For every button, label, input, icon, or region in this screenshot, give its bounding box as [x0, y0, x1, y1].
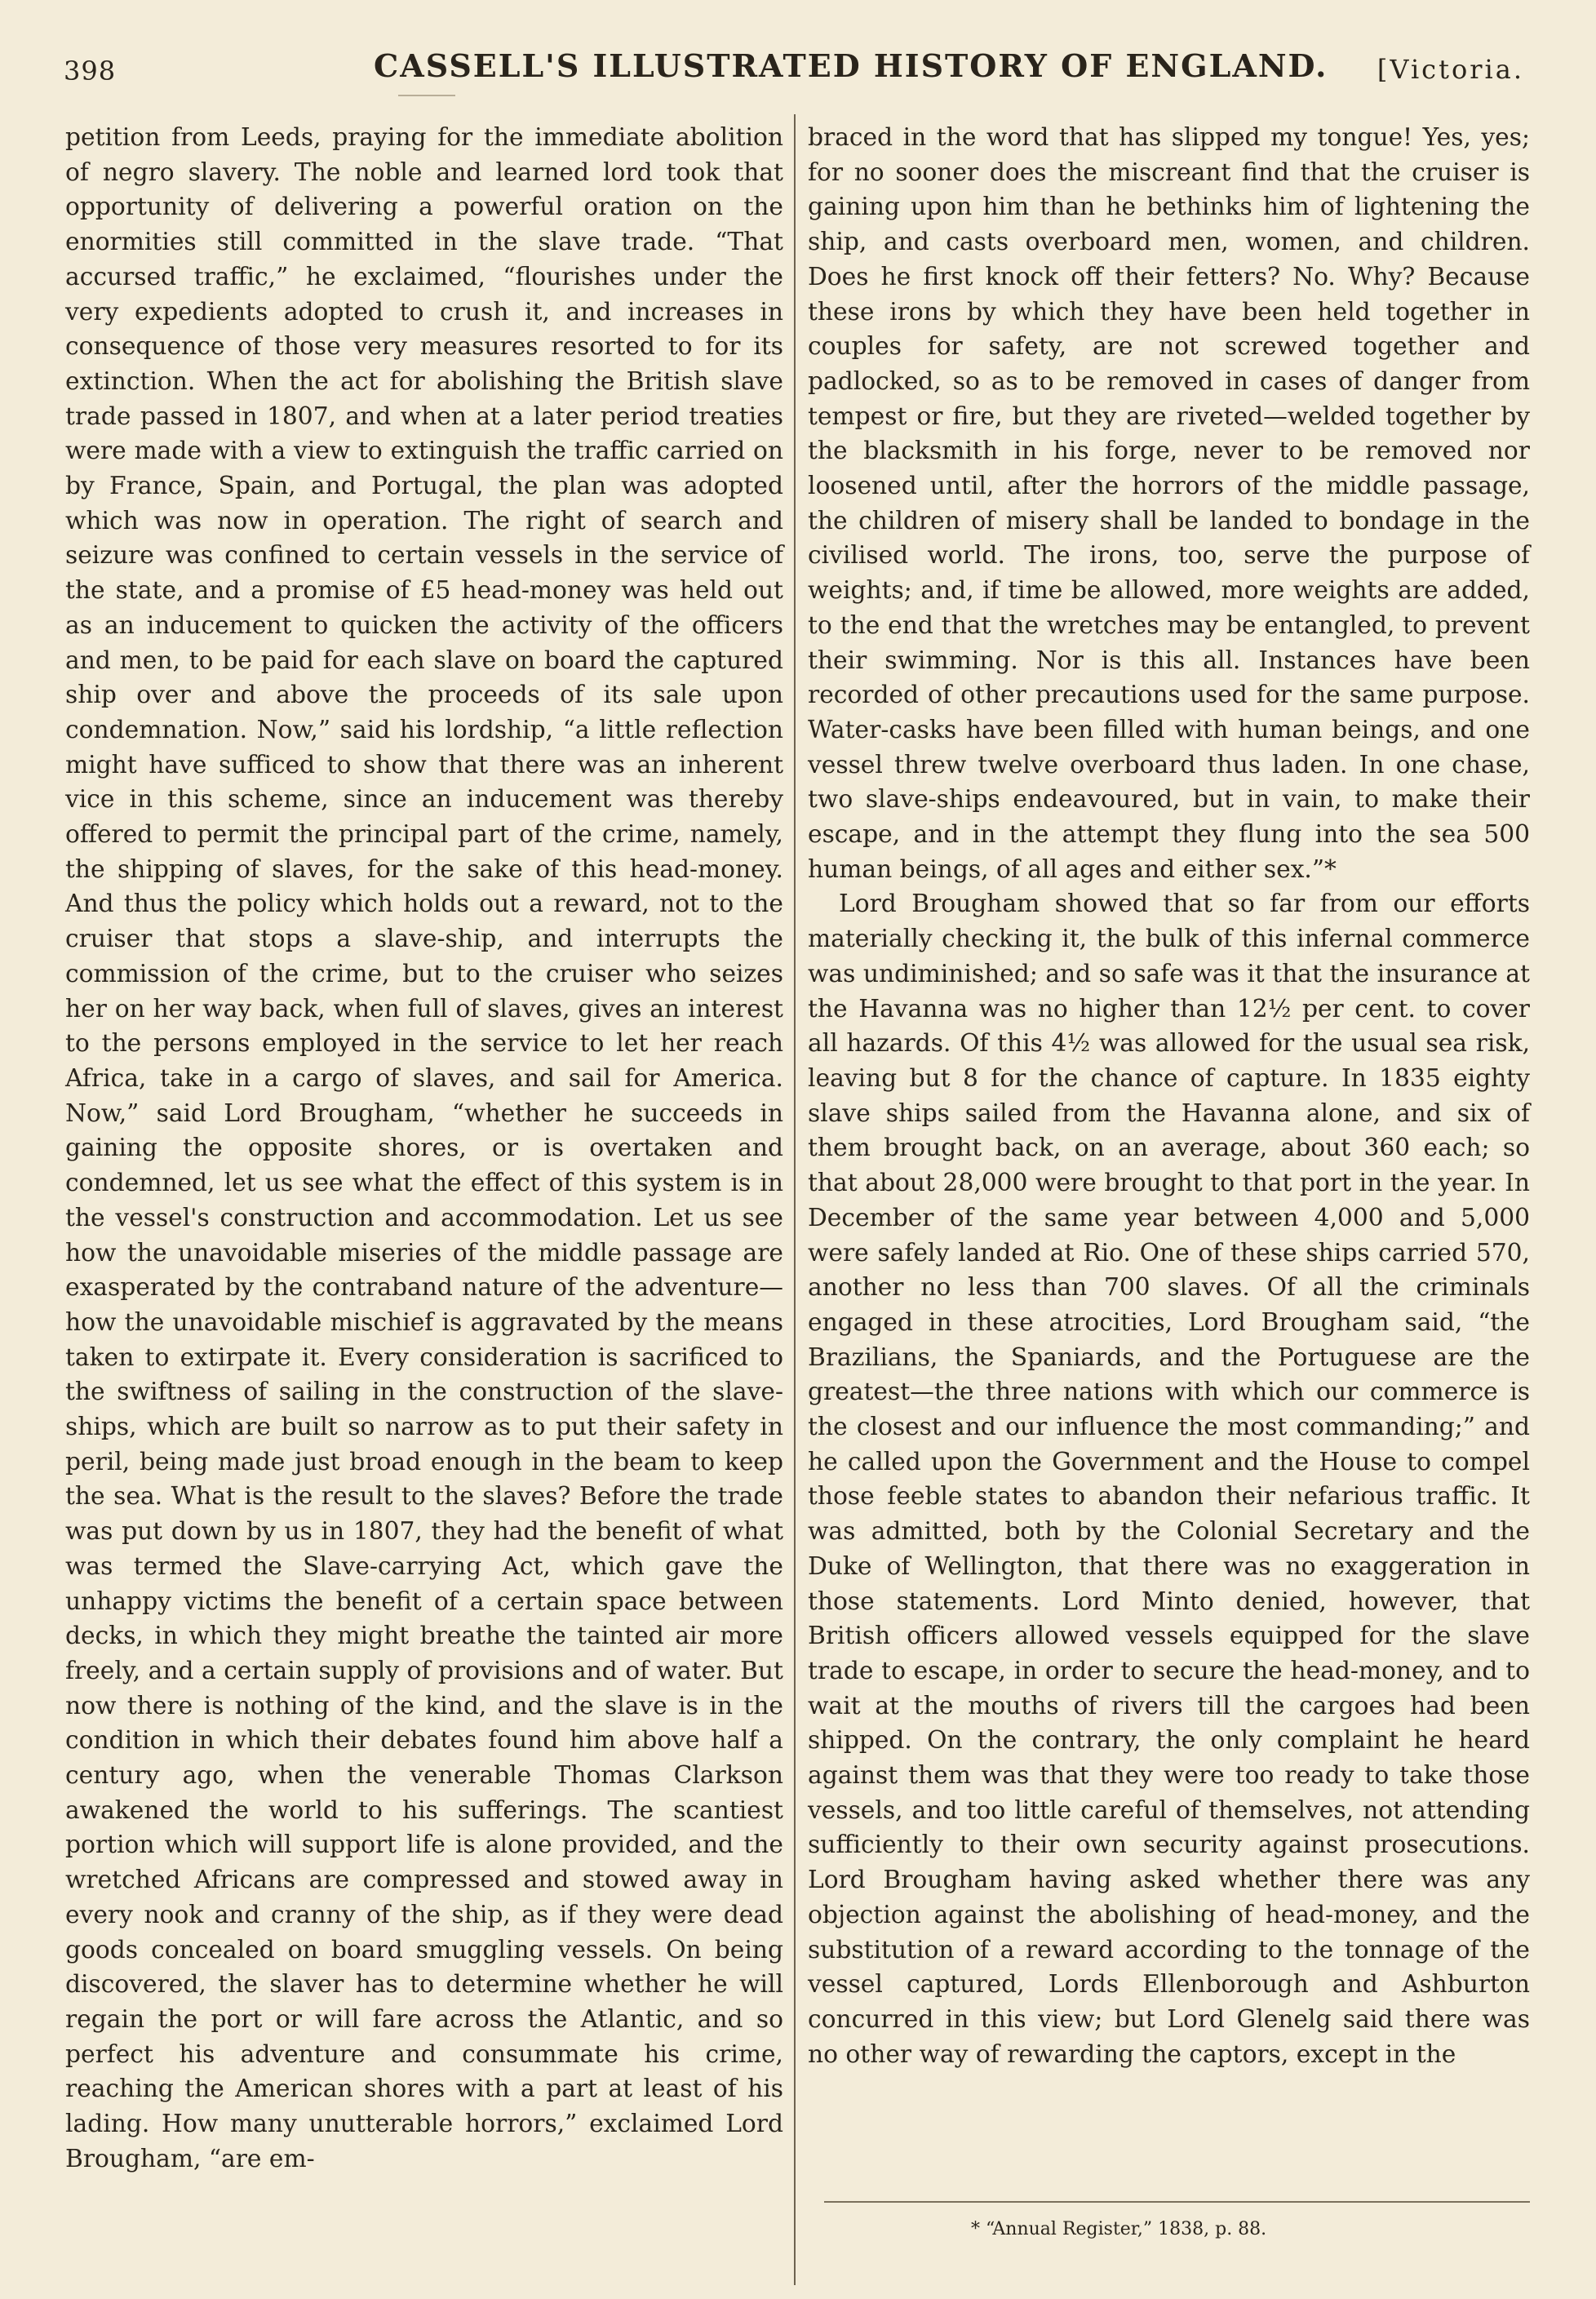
footnote-rule [824, 2201, 1530, 2203]
footnote: * “Annual Register,” 1838, p. 88. [971, 2219, 1267, 2239]
paragraph: braced in the word that has slipped my tongue! Yes, yes; for no sooner does the miscreant find that the cruiser is gaining upon him than he bethinks him of lightening the ship, and casts overboard men, women, and children. Does he first knock off their fetters? No. Why? Because these irons by which they have been held together in couples for safety, are not screwed together and padlocked, so as to be removed in cases of danger from tempest or fire, but they are riveted—welded together by the blacksmith in his forge, never to be removed nor loosened until, after the horrors of the middle passage, the children of misery shall be landed to bondage in the civilised world. The irons, too, serve the purpose of weights; and, if time be allowed, more weights are added, to the end that the wretches may be entangled, to prevent their swimming. Nor is this all. Instances have been recorded of other precautions used for the same purpose. Water-casks have been filled with human beings, and one vessel threw twelve overboard thus laden. In one chase, two slave-ships endeavoured, but in vain, to make their escape, and in the attempt they flung into the sea 500 human beings, of all ages and either sex.”* [808, 123, 1530, 884]
running-title: CASSELL'S ILLUSTRATED HISTORY OF ENGLAND. [374, 47, 1328, 84]
reign-label: [Victoria. [1377, 54, 1524, 85]
page-header [64, 47, 1524, 96]
header-ornament [398, 95, 455, 96]
paragraph: Lord Brougham showed that so far from our efforts materially checking it, the bulk of this infernal commerce was undiminished; and so safe was it that the insurance at the Havanna was no higher than 12½ per cent. to cover all hazards. Of this 4½ was allowed for the usual sea risk, leaving but 8 for the chance of capture. In 1835 eighty slave ships sailed from the Havanna alone, and six of them brought back, on an average, about 360 each; so that about 28,000 were brought to that port in the year. In December of the same year between 4,000 and 5,000 were safely landed at Rio. One of these ships carried 570, another no less than 700 slaves. Of all the criminals engaged in these atrocities, Lord Brougham said, “the Brazilians, the Spaniards, and the Portuguese are the greatest—the three nations with which our commerce is the closest and our influence the most commanding;” and he called upon the Government and the House to compel those feeble states to abandon their nefarious traffic. It was admitted, both by the Colonial Secretary and the Duke of Wellington, that there was no exaggeration in those statements. Lord Minto denied, however, that British officers allowed vessels equipped for the slave trade to escape, in order to secure the head-money, and to wait at the mouths of rivers till the cargoes had been shipped. On the contrary, the only complaint he heard against them was that they were too ready to take those vessels, and too little careful of themselves, not attending sufficiently to their own security against prosecutions. Lord Brougham having asked whether there was any objection against the abolishing of head-money, and the substitution of a reward according to the tonnage of the vessel captured, Lords Ellenborough and Ashburton concurred in this view; but Lord Glenelg said there was no other way of rewarding the captors, except in the [808, 890, 1530, 2069]
column-divider [794, 114, 796, 2285]
page-number: 398 [64, 55, 117, 87]
right-column [808, 121, 1530, 2072]
left-column [65, 121, 783, 2177]
paragraph: petition from Leeds, praying for the immediate abolition of negro slavery. The noble and learned lord took that opportunity of delivering a powerful oration on the enormities still committed in the slave trade. “That accursed traffic,” he exclaimed, “flourishes under the very expedients adopted to crush it, and increases in consequence of those very measures resorted to for its extinction. When the act for abolishing the British slave trade passed in 1807, and when at a later period treaties were made with a view to extinguish the traffic carried on by France, Spain, and Portugal, the plan was adopted which was now in operation. The right of search and seizure was confined to certain vessels in the service of the state, and a promise of £5 head-money was held out as an inducement to quicken the activity of the officers and men, to be paid for each slave on board the captured ship over and above the proceeds of its sale upon condemnation. Now,” said his lordship, “a little reflection might have sufficed to show that there was an inherent vice in this scheme, since an inducement was thereby offered to permit the principal part of the crime, namely, the shipping of slaves, for the sake of this head-money. And thus the policy which holds out a reward, not to the cruiser that stops a slave-ship, and interrupts the commission of the crime, but to the cruiser who seizes her on her way back, when full of slaves, gives an interest to the persons employed in the service to let her reach Africa, take in a cargo of slaves, and sail for America. Now,” said Lord Brougham, “whether he succeeds in gaining the opposite shores, or is overtaken and condemned, let us see what the effect of this system is in the vessel's construction and accommodation. Let us see how the unavoidable miseries of the middle passage are exasperated by the contraband nature of the adventure—how the unavoidable mischief is aggravated by the means taken to extirpate it. Every consideration is sacrificed to the swiftness of sailing in the construction of the slave-ships, which are built so narrow as to put their safety in peril, being made just broad enough in the beam to keep the sea. What is the result to the slaves? Before the trade was put down by us in 1807, they had the benefit of what was termed the Slave-carrying Act, which gave the unhappy victims the benefit of a certain space between decks, in which they might breathe the tainted air more freely, and a certain supply of provisions and of water. But now there is nothing of the kind, and the slave is in the condition in which their debates found him above half a century ago, when the venerable Thomas Clarkson awakened the world to his sufferings. The scantiest portion which will support life is alone provided, and the wretched Africans are compressed and stowed away in every nook and cranny of the ship, as if they were dead goods concealed on board smuggling vessels. On being discovered, the slaver has to determine whether he will regain the port or will fare across the Atlantic, and so perfect his adventure and consummate his crime, reaching the American shores with a part at least of his lading. How many unutterable horrors,” exclaimed Lord Brougham, “are em- [65, 123, 783, 2173]
